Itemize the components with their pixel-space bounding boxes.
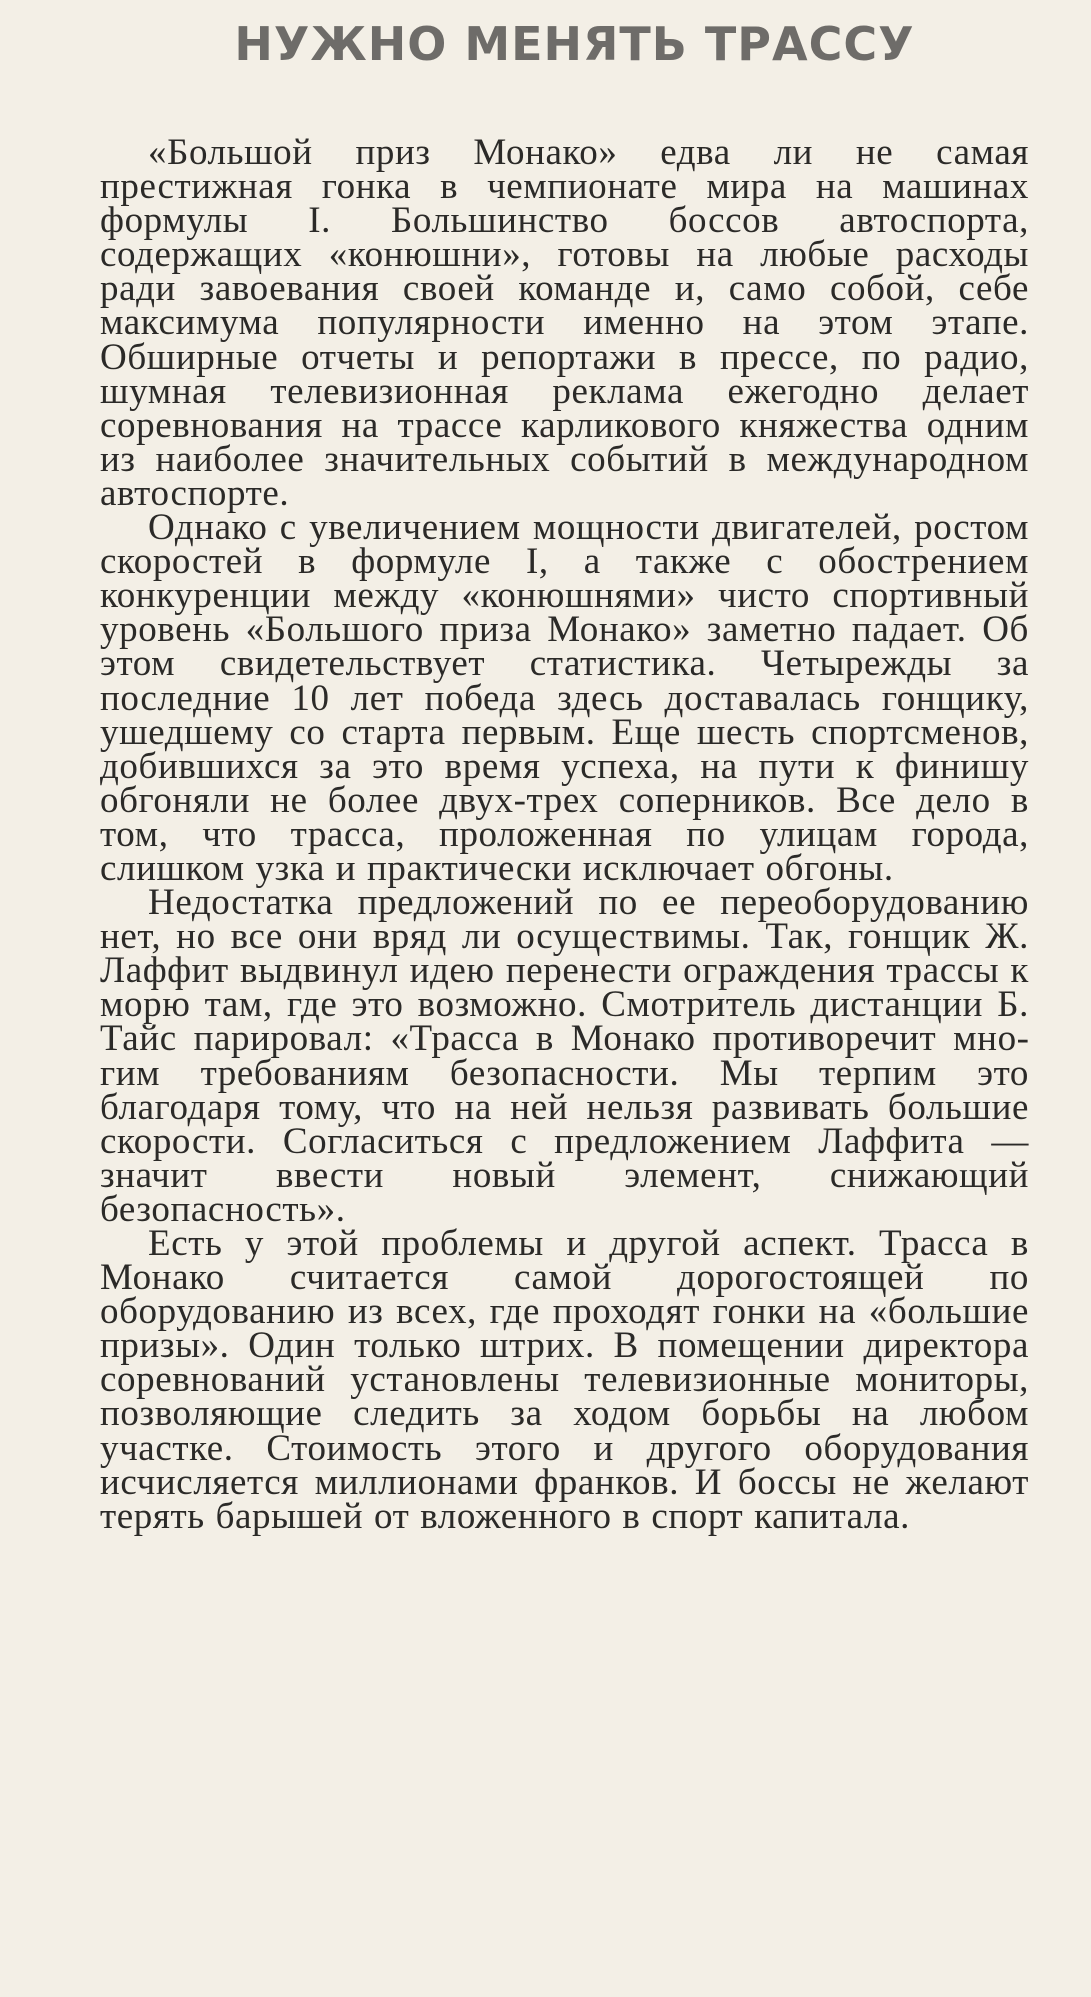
article-headline: НУЖНО МЕНЯТЬ ТРАССУ [234,17,915,71]
article-paragraph-4: Есть у этой проблемы и другой аспект. Трасса в Монако считается самой дорогостоящей по оборудованию из всех, где проходят гонки на «большие призы». Один только штрих. В помещении директора соревнований установлены телевизионные мониторы, позволяющие следить за ходом борьбы на любом участке. Стоимость этого и другого оборудования исчисляется миллионами франков. И боссы не желают терять барышей от вложенного в спорт капитала. [100,1223,1029,1537]
article-paragraph-3: Недостатка предложений по ее переоборудованию нет, но все они вряд ли осуществимы. Так, гонщик Ж. Лаффит выдвинул идею перенести ограждения трассы к морю там, где это возможно. Смотритель дистанции Б. Тайс парировал: «Трасса в Монако противоречит многим требованиям безопасности. Мы терпим это благодаря тому, что на ней нельзя развивать большие скорости. Согласиться с предложением Лаффита — значит ввести новый элемент, снижающий безопасность». [100,882,1029,1230]
article-paragraph-2: Однако с увеличением мощности двигателей, ростом скоростей в формуле I, а также с обострением конкуренции между «конюшнями» чисто спортивный уровень «Большого приза Монако» заметно падает. Об этом свидетельствует статистика. Четырежды за последние 10 лет победа здесь доставалась гонщику, ушедшему со старта первым. Еще шесть спортсменов, добившихся за это время успеха, на пути к финишу обгоняли не более двух-трех соперников. Все дело в том, что трасса, проложенная по улицам города, слишком узка и практически исключает обгоны. [100,507,1029,889]
article-body [100,132,1029,1537]
article-paragraph-1: «Большой приз Монако» едва ли не самая престижная гонка в чемпионате мира на машинах формулы I. Большинство боссов автоспорта, содержащих «конюшни», готовы на любые расходы ради завоевания своей команде и, само собой, себе максимума популярности именно на этом этапе. Обширные отчеты и репортажи в прессе, по радио, шумная телевизионная реклама ежегодно делает соревнования на трассе карликового княжества одним из наиболее значительных событий в международном автоспорте. [100,132,1029,514]
